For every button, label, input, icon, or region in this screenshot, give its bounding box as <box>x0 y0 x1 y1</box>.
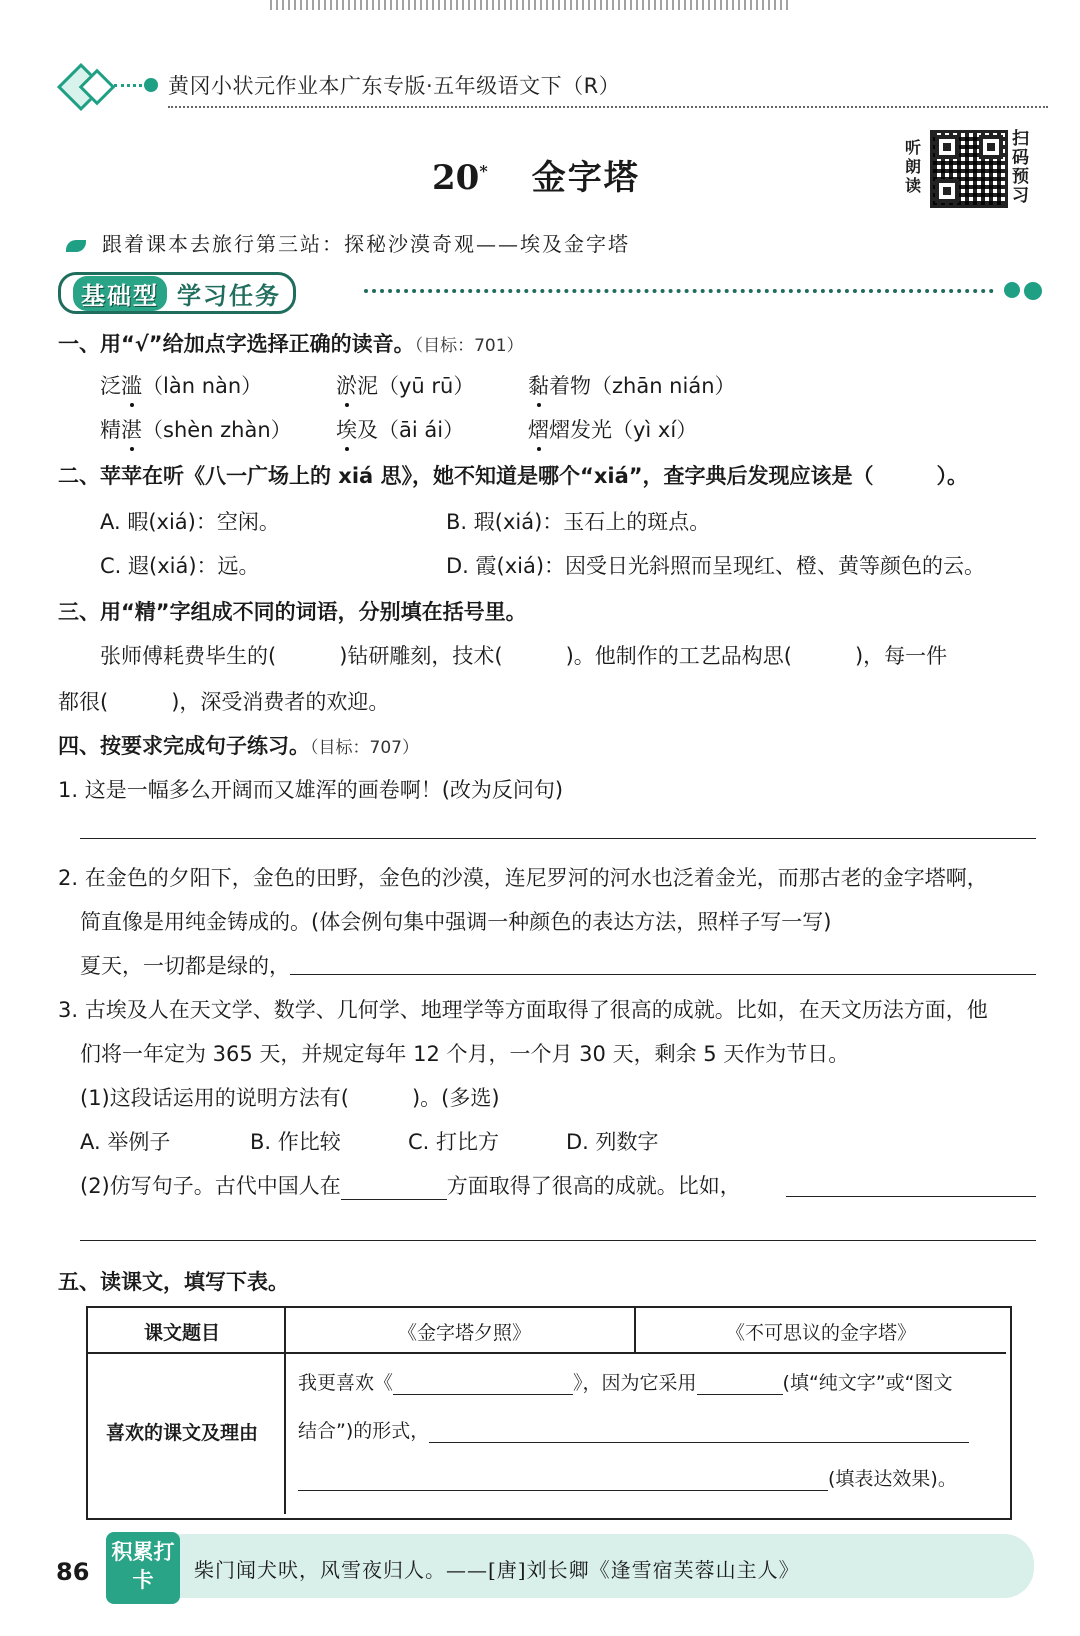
q4-s1: 1. 这是一幅多么开阔而又雄浑的画卷啊！(改为反问句) <box>58 778 564 802</box>
q4-opt-a[interactable]: A. 举例子 <box>80 1130 171 1154</box>
leaf-icon <box>66 240 86 252</box>
q3-fill-line2[interactable]: 都很( )，深受消费者的欢迎。 <box>58 690 390 714</box>
q1-item[interactable]: 淤泥（yū rū） <box>336 370 474 400</box>
section-banner <box>58 272 1038 312</box>
footer-badge: 积累打卡 <box>106 1532 180 1604</box>
lesson-subtitle: 跟着课本去旅行第三站：探秘沙漠奇观——埃及金字塔 <box>66 228 630 257</box>
section-title: 学习任务 <box>177 281 281 310</box>
table-row-label: 喜欢的课文及理由 <box>106 1422 259 1444</box>
qr-finder <box>935 135 959 159</box>
q4-s3q1[interactable]: (1)这段话运用的说明方法有( )。(多选) <box>80 1086 500 1110</box>
page-header <box>60 66 1040 106</box>
book-title: 黄冈小状元作业本广东专版·五年级语文下（R） <box>168 74 621 98</box>
q2-title: 二、苹苹在听《八一广场上的 xiá 思》，她不知道是哪个“xiá”，查字典后发现应该是（ ）。 <box>58 464 969 488</box>
table-header-lesson2: 《不可思议的金字塔》 <box>726 1322 917 1344</box>
q2-option-a[interactable]: A. 暇(xiá)：空闲。 <box>100 510 280 534</box>
lesson-name: 金字塔 <box>531 158 640 198</box>
table-divider <box>634 1308 636 1352</box>
answer-line[interactable] <box>80 838 1036 839</box>
fill-blank[interactable] <box>341 1177 447 1200</box>
q2-option-d[interactable]: D. 霞(xiá)：因受日光斜照而呈现红、橙、黄等颜色的云。 <box>446 554 986 578</box>
q1-title: 一、用“√”给加点字选择正确的读音。（目标：701） <box>58 332 524 356</box>
q4-opt-b[interactable]: B. 作比较 <box>250 1130 341 1154</box>
qr-finder <box>979 135 1003 159</box>
q4-s2c: 夏天，一切都是绿的， <box>80 954 290 978</box>
fill-blank[interactable] <box>393 1372 573 1395</box>
dot-icon <box>1004 282 1020 298</box>
listen-label: 听朗读 <box>905 138 922 195</box>
fill-blank[interactable] <box>697 1372 783 1395</box>
lesson-title <box>432 150 640 199</box>
answer-line[interactable] <box>290 974 1036 975</box>
table-header-lesson1: 《金字塔夕照》 <box>398 1322 532 1344</box>
fill-blank[interactable] <box>298 1468 828 1491</box>
q5-title: 五、读课文，填写下表。 <box>58 1270 289 1294</box>
answer-line[interactable] <box>80 1240 1036 1241</box>
scan-marks <box>270 0 790 10</box>
page-number: 86 <box>56 1558 90 1586</box>
scan-label: 扫码预习 <box>1012 129 1029 206</box>
q1-item[interactable]: 精湛（shèn zhàn） <box>100 414 292 444</box>
q4-s2a: 2. 在金色的夕阳下，金色的田野，金色的沙漠，连尼罗河的河水也泛着金光，而那古老的金字塔啊， <box>58 866 988 890</box>
q4-s3a: 3. 古埃及人在天文学、数学、几何学、地理学等方面取得了很高的成就。比如，在天文历法方面，他 <box>58 998 988 1022</box>
header-divider <box>168 106 1048 108</box>
dot-icon <box>144 78 158 92</box>
answer-line[interactable] <box>786 1196 1036 1197</box>
q4-s3b: 们将一年定为 365 天，并规定每年 12 个月，一个月 30 天，剩余 5 天作为节日。 <box>80 1042 850 1066</box>
table-divider <box>284 1308 286 1514</box>
table-divider <box>88 1352 1006 1354</box>
fill-blank[interactable] <box>429 1420 969 1443</box>
q2-option-c[interactable]: C. 遐(xiá)：远。 <box>100 554 260 578</box>
qr-finder <box>935 179 959 203</box>
lesson-number: 20* <box>432 158 488 198</box>
q4-opt-d[interactable]: D. 列数字 <box>566 1130 659 1154</box>
table-answer-line2: 结合”)的形式， <box>298 1416 969 1443</box>
banner-dots <box>364 289 994 293</box>
reading-table <box>86 1306 1012 1520</box>
footer-quote: 柴门闻犬吠，风雪夜归人。——[唐]刘长卿《逢雪宿芙蓉山主人》 <box>194 1558 800 1582</box>
q4-s3q2: (2)仿写句子。古代中国人在 方面取得了很高的成就。比如， <box>80 1174 741 1198</box>
dotted-connector <box>114 84 142 87</box>
table-header-title: 课文题目 <box>144 1322 221 1344</box>
table-answer-line3: (填表达效果)。 <box>298 1464 957 1491</box>
qr-code-icon[interactable] <box>930 130 1008 208</box>
q1-item[interactable]: 熠熠发光（yì xí） <box>528 414 697 444</box>
q4-opt-c[interactable]: C. 打比方 <box>408 1130 500 1154</box>
q4-title: 四、按要求完成句子练习。（目标：707） <box>58 734 419 758</box>
q2-option-b[interactable]: B. 瑕(xiá)：玉石上的斑点。 <box>446 510 711 534</box>
section-tag: 基础型 <box>73 276 167 311</box>
dot-icon <box>1024 282 1042 300</box>
q1-item[interactable]: 黏着物（zhān nián） <box>528 370 736 400</box>
section-label <box>58 272 296 314</box>
q4-s2b: 简直像是用纯金铸成的。(体会例句集中强调一种颜色的表达方法，照样子写一写) <box>80 910 832 934</box>
q3-fill-line1[interactable]: 张师傅耗费毕生的( )钻研雕刻，技术( )。他制作的工艺品构思( )，每一件 <box>100 644 948 668</box>
q1-item[interactable]: 泛滥（làn nàn） <box>100 370 262 400</box>
q1-item[interactable]: 埃及（āi ái） <box>336 414 464 444</box>
table-answer-line1: 我更喜欢《 》，因为它采用 (填“纯文字”或“图文 <box>298 1372 953 1394</box>
q3-title: 三、用“精”字组成不同的词语，分别填在括号里。 <box>58 600 527 624</box>
